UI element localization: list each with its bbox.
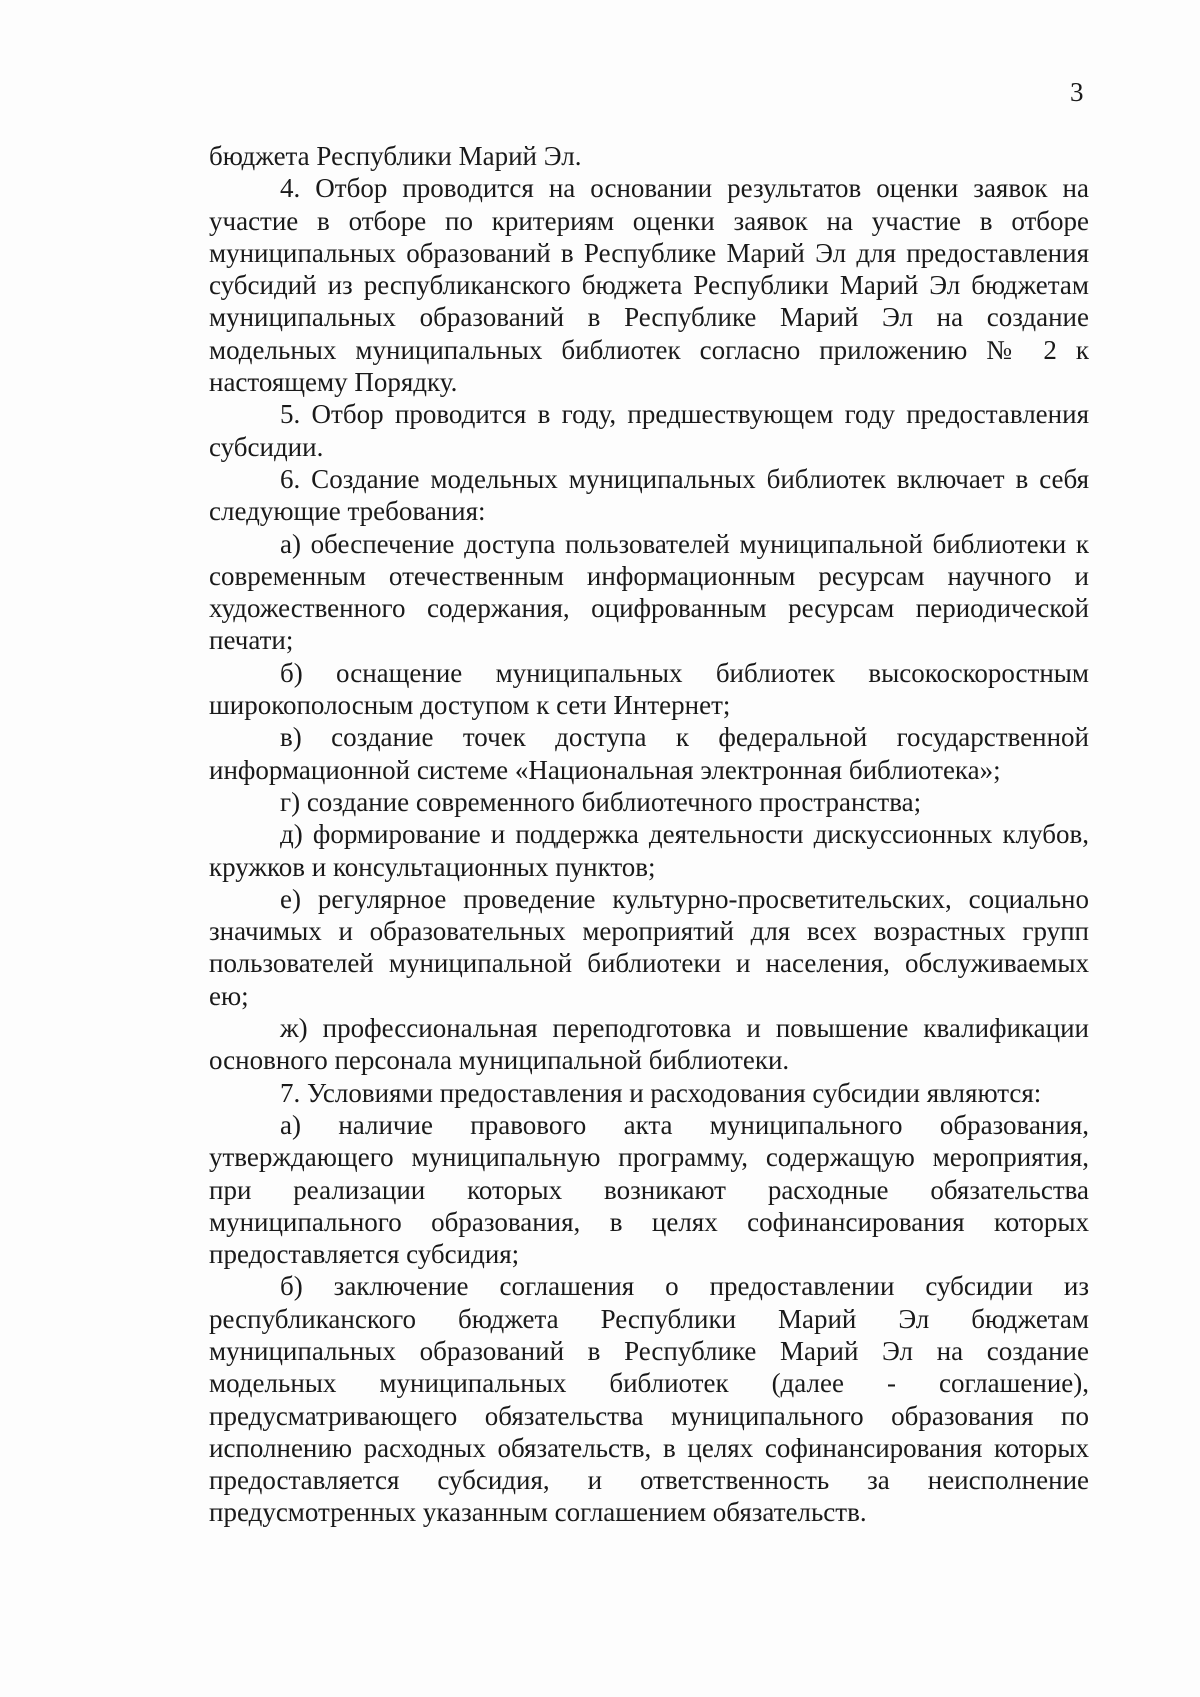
paragraph: б) заключение соглашения о предоставлении субсидии из республиканского бюджета Республики Марий Эл бюджетам муниципальных образований в Республике Марий Эл на создание модельных муниципальных библиотек (далее - соглашение), предусматривающего обязательства муниципального образования по исполнению расходных обязательств, в целях софинансирования которых предоставляется субсидия, и ответственность за неисполнение предусмотренных указанным соглашением обязательств. — [209, 1271, 1089, 1528]
paragraph: а) наличие правового акта муниципального образования, утверждающего муниципальную программу, содержащую мероприятия, при реализации которых возникают расходные обязательства муниципального образования, в целях софинансирования которых предоставляется субсидия; — [209, 1109, 1089, 1270]
document-body — [209, 140, 1089, 1529]
paragraph: 4. Отбор проводится на основании результатов оценки заявок на участие в отборе по критериям оценки заявок на участие в отборе муниципальных образований в Республике Марий Эл для предоставления субсидий из республиканского бюджета Республики Марий Эл бюджетам муниципальных образований в Республике Марий Эл на создание модельных муниципальных библиотек согласно приложению № 2 к настоящему Порядку. — [209, 173, 1089, 398]
paragraph: б) оснащение муниципальных библиотек высокоскоростным широкополосным доступом к сети Интернет; — [209, 657, 1089, 721]
paragraph: 6. Создание модельных муниципальных библиотек включает в себя следующие требования: — [209, 463, 1089, 527]
paragraph: г) создание современного библиотечного пространства; — [280, 786, 922, 817]
paragraph: в) создание точек доступа к федеральной государственной информационной системе «Национальная электронная библиотека»; — [209, 722, 1089, 785]
paragraph: а) обеспечение доступа пользователей муниципальной библиотеки к современным отечественным информационным ресурсам научного и художественного содержания, оцифрованным ресурсам периодической печати; — [209, 528, 1089, 656]
paragraph: 5. Отбор проводится в году, предшествующем году предоставления субсидии. — [209, 399, 1089, 462]
paragraph: 7. Условиями предоставления и расходования субсидии являются: — [280, 1077, 1042, 1108]
paragraph: бюджета Республики Марий Эл. — [209, 141, 582, 171]
paragraph: ж) профессиональная переподготовка и повышение квалификации основного персонала муниципальной библиотеки. — [209, 1013, 1089, 1076]
paragraph: е) регулярное проведение культурно-просветительских, социально значимых и образовательных мероприятий для всех возрастных групп пользователей муниципальной библиотеки и населения, обслуживаемых ею; — [209, 883, 1089, 1011]
page-number: 3 — [1070, 77, 1084, 107]
paragraph: д) формирование и поддержка деятельности дискуссионных клубов, кружков и консультационных пунктов; — [209, 819, 1089, 882]
